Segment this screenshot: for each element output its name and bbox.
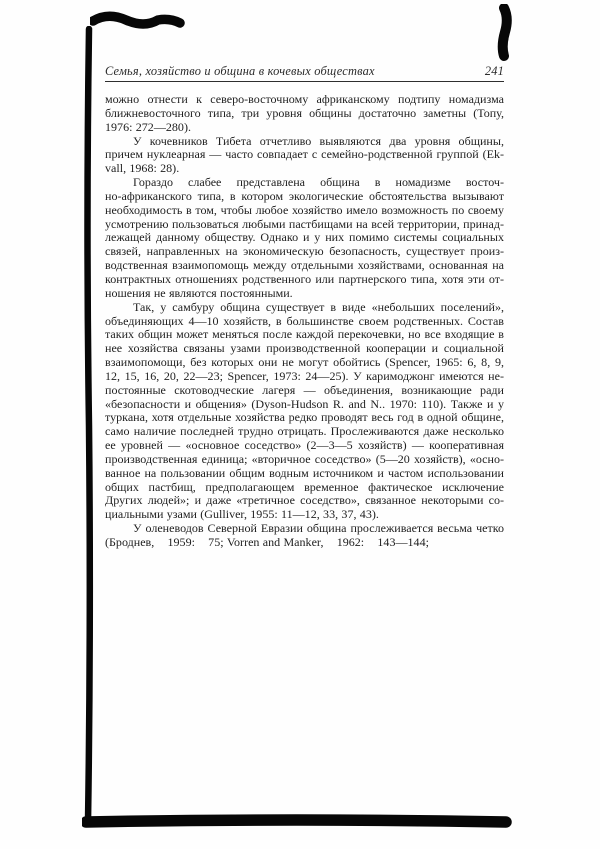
ink-smudge-top-left-icon (90, 8, 186, 38)
body-line: нее хозяйства связаны узами производственной кооперации и социальной (105, 341, 504, 356)
body-line: Других людей»; и даже «третичное соседство», связанное некоторыми со- (105, 493, 504, 508)
body-line: но-африканского типа, в котором экологические обстоятельства вызывают (105, 188, 504, 203)
body-line: производственная единица; «вторичное соседство» (5—20 хозяйств), «осно- (105, 451, 504, 466)
body-line: У кочевников Тибета отчетливо выявляются два уровня общины, (133, 133, 504, 148)
body-line: водственная взаимопомощь между отдельными хозяйствами, основанная на (105, 258, 504, 273)
page-number: 241 (484, 64, 504, 78)
running-header (105, 64, 504, 82)
body-line: 1976: 272—280). (105, 119, 191, 134)
body-text (105, 93, 504, 550)
body-line: vall, 1968: 28). (105, 161, 180, 176)
body-line: циальными узами (Gulliver, 1955: 11—12, 33, 37, 43). (105, 507, 379, 522)
body-line: лежащей данному обществу. Однако и у них помимо системы социальных (105, 230, 504, 245)
body-line: ванное на пользовании общим водным источником и частом использовании (105, 465, 504, 480)
body-line: можно отнести к северо-восточному африканскому подтипу номадизма (105, 92, 504, 106)
body-line: таких общин может меняться после каждой перекочевки, но все входящие в (105, 327, 504, 342)
body-line: причем нуклеарная — часто совпадает с семейно-родственной группой (Ek- (105, 147, 504, 162)
ink-smudge-top-right-icon (494, 4, 516, 62)
body-line: «безопасности и общения» (Dyson-Hudson R. and N.. 1970: 110). Также и у (105, 396, 504, 411)
body-line: необходимость в том, чтобы любое хозяйство имело возможность по своему (105, 202, 504, 217)
body-line: Гораздо слабее представлена община в номадизме восточ- (133, 175, 504, 190)
body-line: объединяющих 4—10 хозяйств, в большинстве своем родственных. Состав (105, 313, 504, 328)
body-line: усмотрению пользоваться любыми пастбищами на всей территории, принад- (105, 216, 504, 231)
body-line: ношения не являются постоянными. (105, 285, 293, 300)
body-line: связей, направленных на экономическую безопасность, существует произ- (105, 244, 504, 259)
body-line: 12, 15, 16, 20, 22—23; Spencer, 1973: 24—25). У каримоджонг имеются не- (105, 368, 504, 383)
body-line: общих пастбищ, предполагающем временное фактическое исключение (105, 479, 504, 494)
body-line: Так, у самбуру община существует в виде «небольших поселений», (133, 299, 504, 314)
body-line: ее уровней — «основное соседство» (2—3—5 хозяйств) — кооперативная (105, 438, 504, 453)
running-header-title: Семья, хозяйство и община в кочевых обществах (105, 64, 375, 78)
body-line: контрактных отношениях родственного или партнерского типа, хотя эти от- (105, 271, 504, 286)
body-line: ближневосточного типа, три уровня общины достаточно заметны (Топу, (105, 105, 504, 120)
body-line: туркана, хотя отдельные хозяйства редко проводят весь год в одной общине, (105, 410, 504, 425)
body-line: взаимопомощи, без которых они не могут обойтись (Spencer, 1965: 6, 8, 9, (105, 355, 504, 370)
body-line: У оленеводов Северной Евразии община прослеживается весьма четко (133, 521, 504, 536)
page-edge-bottom-icon (82, 810, 512, 834)
page-edge-left-icon (82, 26, 96, 826)
body-line: само наличие последней трудно отрицать. Прослеживаются даже несколько (105, 424, 504, 439)
body-line: (Броднев, 1959: 75; Vorren and Manker, 1962: 143—144; (105, 535, 429, 549)
body-line: постоянные скотоводческие лагеря — объединения, возникающие ради (105, 382, 504, 397)
